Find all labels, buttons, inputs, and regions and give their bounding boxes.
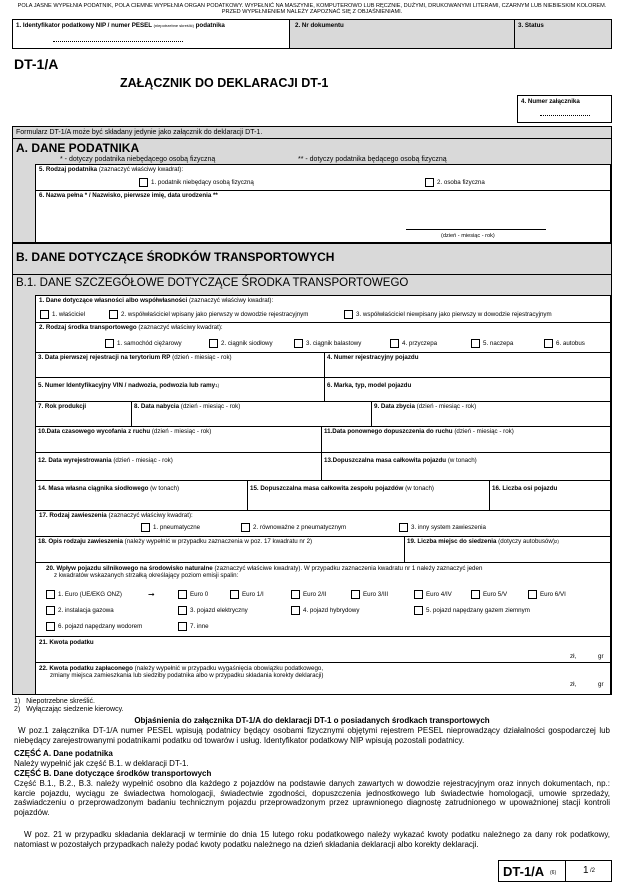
euro-1-option[interactable] (230, 590, 264, 600)
production-year-field[interactable] (35, 402, 132, 427)
page-number-box (566, 860, 612, 882)
acquisition-date-field[interactable] (132, 402, 372, 427)
checkbox-icon[interactable] (414, 590, 423, 599)
tax-paid-hint: (należy wypełnić w przypadku wygaśnięcia obowiązku podatkowego, (134, 665, 324, 672)
tax-paid-hint-2: zmiany miejsca zamieszkania lub siedziby podatnika albo w przypadku składania korekty deklaracji) (50, 672, 324, 679)
seats-label: 19. Liczba miejsc do siedzenia (407, 538, 497, 545)
option-label: 5. pojazd napędzany gazem ziemnym (426, 607, 530, 615)
checkbox-icon[interactable] (390, 339, 399, 348)
checkbox-icon[interactable] (544, 339, 553, 348)
option-label: 2. współwłaściciel wpisany jako pierwszy w dowodzie rejestracyjnym (121, 311, 309, 319)
suspension-option-3[interactable] (399, 523, 486, 533)
tax-amount-zl: zł, (570, 653, 577, 660)
tax-paid-label: 22. Kwota podatku zapłaconego (39, 665, 133, 672)
seats-hint: (dotyczy autobusów) (498, 538, 555, 545)
taxpayer-type-hint: (zaznaczyć właściwy kwadrat): (98, 166, 184, 173)
checkbox-icon[interactable] (528, 590, 537, 599)
tax-amount-gr: gr (598, 653, 604, 660)
deregistration-date-label: 12. Data wyrejestrowania (38, 457, 112, 464)
status-label: 3. Status (518, 22, 544, 29)
footer-code-box (498, 860, 566, 882)
euro-6-option[interactable] (528, 590, 566, 600)
production-year-label: 7. Rok produkcji (38, 403, 87, 410)
taxpayer-type-option-1[interactable] (139, 178, 254, 188)
tractor-weight-hint: (w tonach) (150, 485, 180, 492)
disposal-date-field[interactable] (372, 402, 611, 427)
nip-pesel-field[interactable] (13, 20, 290, 48)
attachment-number-label: 4. Numer załącznika (521, 98, 580, 105)
combination-weight-label: 15. Dopuszczalna masa całkowita zespołu pojazdów (250, 485, 404, 492)
acquisition-date-hint: (dzień - miesiąc - rok) (180, 403, 241, 410)
make-model-field[interactable] (325, 378, 611, 402)
checkbox-icon[interactable] (230, 590, 239, 599)
disposal-date-hint: (dzień - miesiąc - rok) (416, 403, 477, 410)
full-name-label: 6. Nazwa pełna * / Nazwisko, pierwsze imię, data urodzenia ** (39, 192, 218, 199)
option-label: 2. osoba fizyczna (437, 179, 485, 187)
disposal-date-label: 9. Data zbycia (374, 403, 415, 410)
part-a-title: CZĘŚĆ A. Dane podatnika (14, 749, 113, 758)
option-label: 6. autobus (556, 340, 585, 348)
explanations-p1: W poz.1 załącznika DT-1/A numer PESEL wpisują podatnicy będący osobami fizycznymi objętymi rejestrem PESEL nieprowadzący działalności gospodarczej lub niebędący zarejestrowanymi podatnikami podatku od towarów i usług. Identyfikator podatkowy NIP wpisują pozostali podatnicy. (14, 726, 610, 745)
tax-paid-zl: zł, (570, 681, 577, 688)
vin-label: 5. Numer Identyfikacyjny VIN / nadwozia, podwozia lub ramy (38, 382, 216, 389)
checkbox-icon[interactable] (291, 590, 300, 599)
option-label: Euro 1/I (242, 591, 264, 599)
option-label: 7. inne (190, 623, 209, 631)
vehicle-type-option-4[interactable] (390, 339, 437, 349)
axle-count-field[interactable] (490, 481, 611, 511)
tax-amount-label: 21. Kwota podatku (39, 639, 94, 646)
environmental-hint-2: z kwadratów wskazanych strzałką określający poziom emisji spalin: (54, 572, 239, 579)
page-number: 1 (583, 865, 589, 876)
axle-count-label: 16. Liczba osi pojazdu (492, 485, 558, 492)
birth-date-hint: (dzień - miesiąc - rok) (441, 233, 495, 239)
vehicle-type-label: 2. Rodzaj środka transportowego (39, 324, 137, 331)
euro-4-option[interactable] (414, 590, 452, 600)
first-registration-date-field[interactable] (35, 353, 325, 378)
deregistration-date-field[interactable] (35, 453, 322, 481)
vehicle-type-option-2[interactable] (209, 339, 273, 349)
registration-number-label: 4. Numer rejestracyjny pojazdu (327, 354, 419, 361)
first-registration-hint: (dzień - miesiąc - rok) (172, 354, 232, 361)
deregistration-date-hint: (dzień - miesiąc - rok) (113, 457, 173, 464)
nip-pesel-suffix: podatnika (195, 22, 225, 29)
vin-field[interactable] (35, 378, 325, 402)
checkbox-icon[interactable] (471, 590, 480, 599)
option-label: Euro 4/IV (426, 591, 452, 599)
usage-note: Formularz DT-1/A może być składany jedynie jako załącznik do deklaracji DT-1. (12, 126, 612, 139)
suspension-option-1[interactable] (141, 523, 200, 533)
suspension-description-hint: (należy wypełnić w przypadku zaznaczenia w poz. 17 kwadratu nr 2) (124, 538, 313, 545)
taxpayer-type-option-2[interactable] (425, 178, 485, 188)
option-label: 1. właściciel (52, 311, 86, 319)
option-label: 6. pojazd napędzany wodorem (58, 623, 143, 631)
checkbox-icon[interactable] (344, 310, 353, 319)
euro-0-option[interactable] (178, 590, 208, 600)
full-name-field[interactable] (35, 191, 611, 243)
readmission-date-label: 11.Data ponownego dopuszczenia do ruchu (324, 428, 453, 435)
vehicle-type-option-6[interactable] (544, 339, 585, 349)
footnote-number: 2) (14, 706, 21, 713)
section-a-title: A. DANE PODATNIKA (16, 141, 140, 155)
option-label: Euro 0 (190, 591, 209, 599)
form-title: ZAŁĄCZNIK DO DEKLARACJI DT-1 (120, 76, 329, 90)
footnote-1 (14, 698, 95, 706)
gas-installation-option[interactable] (46, 606, 114, 616)
nip-pesel-sup: (niepotrzebne skreślić) (153, 23, 194, 28)
part-b-title: CZĘŚĆ B. Dane dotyczące środków transportowych (14, 769, 212, 778)
section-b-title: B. DANE DOTYCZĄCE ŚRODKÓW TRANSPORTOWYCH (16, 250, 335, 264)
option-label: 2. instalacja gazowa (58, 607, 114, 615)
ownership-option-1[interactable] (40, 310, 85, 320)
suspension-description-label: 18. Opis rodzaju zawieszenia (38, 538, 123, 545)
option-label: 2. ciągnik siodłowy (221, 340, 273, 348)
withdrawal-date-hint: (dzień - miesiąc - rok) (151, 428, 212, 435)
other-option[interactable] (178, 622, 209, 632)
ownership-hint: (zaznaczyć właściwy kwadrat): (188, 297, 274, 304)
seats-field[interactable] (405, 537, 611, 563)
option-label: 3. inny system zawieszenia (411, 524, 486, 532)
checkbox-icon[interactable] (291, 606, 300, 615)
environmental-impact-field (35, 563, 611, 637)
checkbox-icon[interactable] (40, 310, 49, 319)
withdrawal-date-label: 10.Data czasowego wycofania z ruchu (38, 428, 151, 435)
arrow-icon: ➞ (148, 590, 155, 599)
vin-sup: 1) (215, 383, 220, 388)
option-label: 1. Euro (UE/EKG ONZ) (58, 591, 122, 599)
checkbox-icon[interactable] (399, 523, 408, 532)
ownership-option-3[interactable] (344, 310, 552, 320)
hydrogen-option[interactable] (46, 622, 142, 632)
checkbox-icon[interactable] (109, 310, 118, 319)
suspension-description-field[interactable] (35, 537, 405, 563)
checkbox-icon[interactable] (46, 622, 55, 631)
gross-weight-hint: (w tonach) (447, 457, 477, 464)
natural-gas-option[interactable] (414, 606, 530, 616)
vehicle-type-option-5[interactable] (471, 339, 513, 349)
tax-paid-gr: gr (598, 681, 604, 688)
option-label: 2. równoważne z pneumatycznym (253, 524, 347, 532)
tractor-weight-field[interactable] (35, 481, 248, 511)
form-code: DT-1/A (14, 56, 59, 72)
euro-5-option[interactable] (471, 590, 507, 600)
first-registration-label: 3. Data pierwszej rejestracji na terytorium RP (38, 354, 171, 361)
option-label: 1. pneumatyczne (153, 524, 201, 532)
gross-weight-label: 13.Dopuszczalna masa całkowita pojazdu (324, 457, 447, 464)
option-label: 1. samochód ciężarowy (117, 340, 182, 348)
attachment-number-underline (540, 115, 590, 116)
option-label: 3. ciągnik balastowy (306, 340, 362, 348)
checkbox-icon[interactable] (294, 339, 303, 348)
readmission-date-field[interactable] (322, 427, 611, 453)
taxpayer-type-label: 5. Rodzaj podatnika (39, 166, 98, 173)
suspension-type-hint: (zaznaczyć właściwy kwadrat): (108, 512, 193, 519)
make-model-label: 6. Marka, typ, model pojazdu (327, 382, 412, 389)
option-label: Euro 2/II (303, 591, 327, 599)
checkbox-icon[interactable] (46, 606, 55, 615)
suspension-type-field (35, 511, 611, 537)
checkbox-icon[interactable] (139, 178, 148, 187)
option-label: 4. pojazd hybrydowy (303, 607, 360, 615)
registration-number-field[interactable] (325, 353, 611, 378)
section-b1-title: B.1. DANE SZCZEGÓŁOWE DOTYCZĄCE ŚRODKA TRANSPORTOWEGO (16, 277, 409, 289)
nip-pesel-underline (53, 41, 183, 42)
acquisition-date-label: 8. Data nabycia (134, 403, 180, 410)
legend-non-natural: * - dotyczy podatnika niebędącego osobą fizyczną (60, 156, 216, 163)
hybrid-option[interactable] (291, 606, 359, 616)
checkbox-icon[interactable] (178, 590, 187, 599)
readmission-date-hint: (dzień - miesiąc - rok) (454, 428, 514, 435)
footer-version: (6) (550, 870, 557, 876)
birth-date-underline (406, 229, 546, 230)
gross-weight-field[interactable] (322, 453, 611, 481)
euro-option[interactable] (46, 590, 122, 600)
vehicle-type-option-1[interactable] (105, 339, 182, 349)
suspension-option-2[interactable] (241, 523, 346, 533)
option-label: 3. współwłaściciel niewpisany jako pierwszy w dowodzie rejestracyjnym (356, 311, 552, 319)
vehicle-type-field (35, 323, 611, 353)
option-label: Euro 5/V (483, 591, 508, 599)
explanations-last: W poz. 21 w przypadku składania deklaracji w terminie do dnia 15 lutego roku podatkowego należy wykazać kwoty podatku należnego za dany rok podatkowy, natomiast w pozostałych przypadkach należy podać kwoty podatku należnego na dzień składania deklaracji albo korekty deklaracji. (14, 830, 610, 849)
checkbox-icon[interactable] (141, 523, 150, 532)
fill-instructions: POLA JASNE WYPEŁNIA PODATNIK, POLA CIEMNE WYPEŁNIA ORGAN PODATKOWY. WYPEŁNIĆ NA MASZYNIE, KOMPUTEROWO LUB RĘCZNIE, DUŻYMI, DRUKOWANYMI LITERAMI, CZARNYM LUB NIEBIESKIM KOLOREM. PRZED WYPEŁNIENIEM NALEŻY ZAPOZNAĆ SIĘ Z OBJAŚNIENIAMI. (17, 3, 607, 16)
footer-code: DT-1/A (503, 864, 545, 879)
environmental-hint: (zaznaczyć właściwe kwadraty). W przypadku zaznaczenia kwadratu nr 1 należy zaznaczyć jeden (214, 565, 483, 572)
checkbox-icon[interactable] (46, 590, 55, 599)
part-a-text: Należy wypełnić jak część B.1. w deklaracji DT-1. (14, 759, 189, 768)
nip-pesel-label: 1. Identyfikator podatkowy NIP / numer PESEL (16, 22, 152, 29)
option-label: Euro 6/VI (540, 591, 566, 599)
footnote-number: 1) (14, 698, 21, 705)
withdrawal-date-field[interactable] (35, 427, 322, 453)
option-label: 4. przyczepa (402, 340, 438, 348)
legend-natural: ** - dotyczy podatnika będącego osobą fizyczną (298, 156, 447, 163)
tractor-weight-label: 14. Masa własna ciągnika siodłowego (38, 485, 149, 492)
taxpayer-type-field (35, 164, 611, 191)
environmental-label: 20. Wpływ pojazdu silnikowego na środowisko naturalne (46, 565, 213, 572)
checkbox-icon[interactable] (178, 606, 187, 615)
attachment-number-field[interactable] (517, 95, 612, 123)
footnote-text: Niepotrzebne skreślić. (26, 698, 95, 705)
checkbox-icon[interactable] (425, 178, 434, 187)
option-label: 1. podatnik niebędący osobą fizyczną (151, 179, 254, 187)
footnote-2 (14, 706, 124, 714)
ownership-field (35, 295, 611, 323)
option-label: Euro 3/III (363, 591, 389, 599)
checkbox-icon[interactable] (241, 523, 250, 532)
euro-3-option[interactable] (351, 590, 388, 600)
euro-2-option[interactable] (291, 590, 326, 600)
ownership-option-2[interactable] (109, 310, 308, 320)
vehicle-type-option-3[interactable] (294, 339, 361, 349)
option-label: 3. pojazd elektryczny (190, 607, 248, 615)
tax-amount-field[interactable] (35, 637, 611, 663)
ownership-label: 1. Dane dotyczące własności albo współwłasności (39, 297, 188, 304)
checkbox-icon[interactable] (105, 339, 114, 348)
status-divider (514, 20, 515, 48)
seats-sup: 2) (554, 539, 559, 544)
suspension-type-label: 17. Rodzaj zawieszenia (39, 512, 107, 519)
checkbox-icon[interactable] (209, 339, 218, 348)
combination-weight-field[interactable] (248, 481, 490, 511)
combination-weight-hint: (w tonach) (405, 485, 434, 492)
explanations-title: Objaśnienia do załącznika DT-1/A do deklaracji DT-1 o posiadanych środkach transportowych (134, 716, 490, 725)
page-total: /2 (590, 868, 596, 874)
electric-option[interactable] (178, 606, 248, 616)
vehicle-type-hint: (zaznaczyć właściwy kwadrat): (138, 324, 223, 331)
checkbox-icon[interactable] (471, 339, 480, 348)
document-number-label: 2. Nr dokumentu (295, 22, 344, 29)
option-label: 5. naczepa (483, 340, 514, 348)
checkbox-icon[interactable] (351, 590, 360, 599)
checkbox-icon[interactable] (414, 606, 423, 615)
tax-paid-field[interactable] (35, 663, 611, 695)
footnote-text: Wyłączając siedzenie kierowcy. (26, 706, 124, 713)
checkbox-icon[interactable] (178, 622, 187, 631)
part-b-text: Część B.1., B.2., B.3. należy wypełnić osobno dla każdego z pojazdów na podstawie danych zawartych w dowodzie rejestracyjnym oraz innych dokumentach, np.: karcie pojazdu, wyciągu ze świadectwa homologacji, świadectwie zgodności, dopuszczenia jednostkowego lub świadectwie homologacji, umowie sprzedaży, zaświadczeniu o przeprowadzonym badaniu technicznym pojazdu przeprowadzonym przez uprawnionego diagnostę zatrudnionego w upoważnionej stacji kontroli pojazdów. (14, 779, 610, 817)
